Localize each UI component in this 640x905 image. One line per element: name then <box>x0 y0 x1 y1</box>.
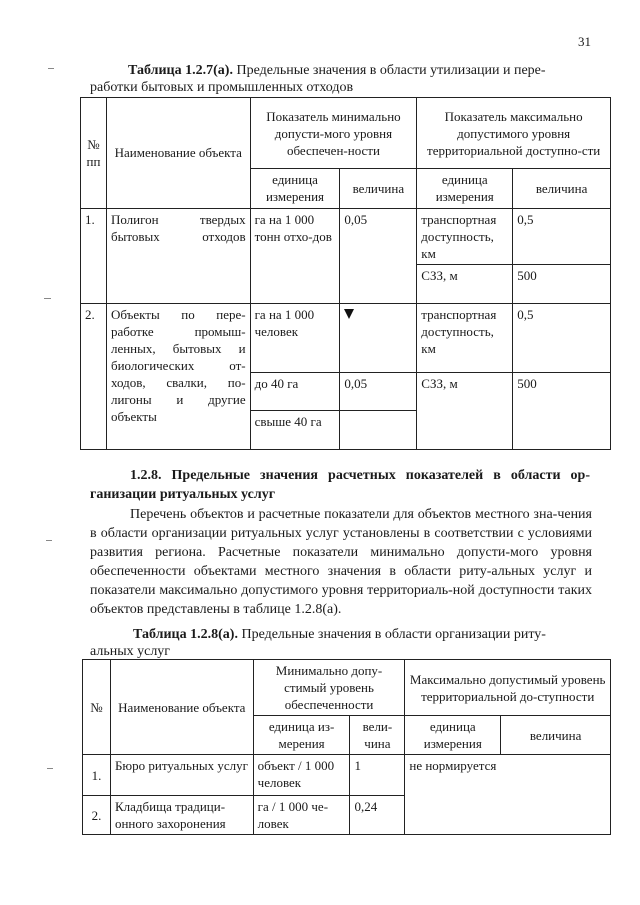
scan-mark <box>46 540 52 541</box>
t2-row1-num: 1. <box>83 755 111 796</box>
table2-caption-line2: альных услуг <box>90 644 171 659</box>
section-heading-line2: ганизации ритуальных услуг <box>90 487 276 502</box>
t2-header-name: Наименование объекта <box>110 660 253 755</box>
triangle-marker-icon <box>344 309 354 319</box>
row2-sub2-value: 500 <box>513 372 611 449</box>
t2-header-num: № <box>83 660 111 755</box>
row2-min2-unit: до 40 га <box>250 372 340 411</box>
t2-row1-value: 1 <box>350 755 405 796</box>
row2-sub1-value: 0,5 <box>513 303 611 372</box>
scan-mark <box>47 768 53 769</box>
table1-caption-line2: работки бытовых и промышленных отходов <box>90 80 354 95</box>
row2-name: Объекты по пере-работке промыш-ленных, бытовых и биологических от-ходов, свалки, по-лигоны и другие объекты <box>106 303 250 449</box>
table1-caption <box>128 62 598 79</box>
header-unit: единица измерения <box>250 169 340 209</box>
page-number: 31 <box>578 34 591 49</box>
table2 <box>82 659 611 835</box>
header-value: величина <box>340 169 417 209</box>
row1-sub2-value: 500 <box>513 265 611 304</box>
t2-header-value2: величина <box>501 716 611 755</box>
t2-row2-unit: га / 1 000 че-ловек <box>253 796 350 835</box>
t2-row2-name: Кладбища традици-онного захоронения <box>110 796 253 835</box>
row2-min1-unit: га на 1 000 человек <box>250 303 340 372</box>
table2-caption-text: Предельные значения в области организации риту- <box>237 627 546 642</box>
t2-header-max-level: Максимально допустимый уровень территориальной до-ступности <box>405 660 611 716</box>
table2-caption-label: Таблица 1.2.8(а). <box>133 627 238 642</box>
scan-mark <box>48 68 54 69</box>
row2-min3-unit: свыше 40 га <box>250 411 340 450</box>
header-unit2: единица измерения <box>417 169 513 209</box>
row2-min3-value <box>340 411 417 450</box>
row2-sub2-unit: СЗЗ, м <box>417 372 513 449</box>
t2-row1-unit: объект / 1 000 человек <box>253 755 350 796</box>
t2-header-value: вели-чина <box>350 716 405 755</box>
t2-row1-name: Бюро ритуальных услуг <box>110 755 253 796</box>
header-value2: величина <box>513 169 611 209</box>
row1-name: Полигон твердых бытовых отходов <box>106 208 250 303</box>
t2-header-unit: единица из-мерения <box>253 716 350 755</box>
header-name: Наименование объекта <box>106 98 250 209</box>
row1-sub1-value: 0,5 <box>513 208 611 265</box>
row1-min-value: 0,05 <box>340 208 417 303</box>
scan-mark <box>44 298 51 299</box>
t2-header-min-level: Минимально допу-стимый уровень обеспеченности <box>253 660 405 716</box>
row1-min-unit: га на 1 000 тонн отхо-дов <box>250 208 340 303</box>
header-min-indicator: Показатель минимально допусти-мого уровня обеспечен-ности <box>250 98 417 169</box>
table1-caption-text: Предельные значения в области утилизации и пере- <box>232 63 546 78</box>
section-heading-line1: 1.2.8. Предельные значения расчетных показателей в области ор- <box>130 468 590 483</box>
table2-caption <box>133 626 595 643</box>
row1-sub1-unit: транспортная доступность, км <box>417 208 513 265</box>
row2-num: 2. <box>81 303 107 449</box>
row2-min2-value: 0,05 <box>340 372 417 411</box>
t2-max-note: не нормируется <box>405 755 611 835</box>
table1 <box>80 97 611 450</box>
t2-row2-value: 0,24 <box>350 796 405 835</box>
section-paragraph: Перечень объектов и расчетные показатели для объектов местного зна-чения в области организации ритуальных услуг установлены в соответствии с условиями развития региона. Расчетные показатели минимально допусти-мого уровня обеспеченности объектами местного значения в области риту-альных услуг и показатели максимально допустимого уровня территориаль-ной доступности таких объектов представлены в таблице 1.2.8(а). <box>90 507 592 617</box>
section-heading <box>90 466 590 504</box>
t2-row2-num: 2. <box>83 796 111 835</box>
row1-num: 1. <box>81 208 107 303</box>
row2-sub1-unit: транспортная доступность, км <box>417 303 513 372</box>
table1-caption-label: Таблица 1.2.7(а). <box>128 63 233 78</box>
t2-header-unit2: единица измерения <box>405 716 501 755</box>
row2-min1-value <box>340 303 417 372</box>
row1-sub2-unit: СЗЗ, м <box>417 265 513 304</box>
header-num: № пп <box>81 98 107 209</box>
header-max-indicator: Показатель максимально допустимого уровня территориальной доступно-сти <box>417 98 611 169</box>
